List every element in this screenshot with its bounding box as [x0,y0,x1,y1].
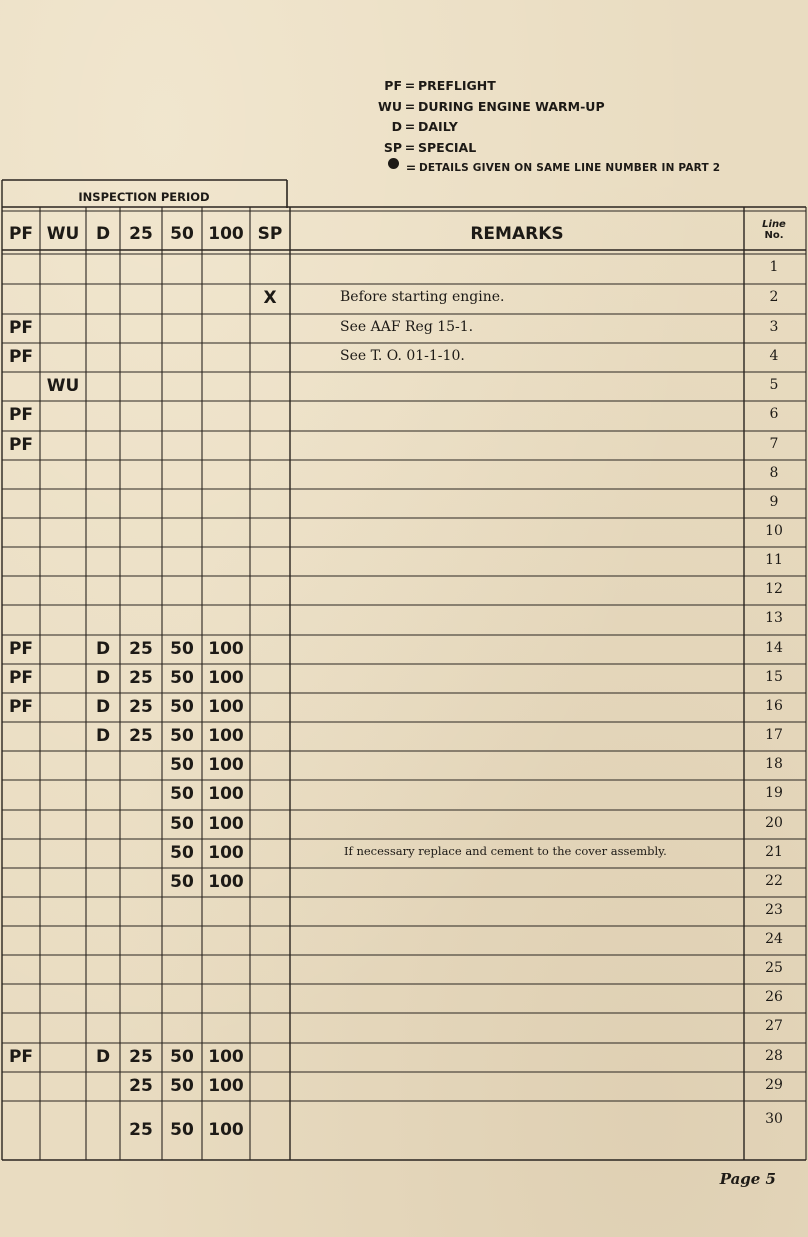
period-mark: 100 [208,842,244,863]
legend-equals: = [404,98,416,114]
line-number: 24 [765,930,783,947]
remark-text: Before starting engine. [340,289,505,305]
line-number: 11 [765,551,783,568]
line-number: 7 [769,435,779,452]
column-header-pf: PF [8,224,34,244]
period-mark: 25 [129,1075,153,1096]
line-number: 1 [769,259,779,275]
period-mark: 25 [129,667,153,688]
period-mark: 100 [208,813,244,834]
column-header-wu: WU [46,224,80,244]
period-mark: X [263,288,277,308]
legend-value: DAILY [418,119,458,134]
period-mark: 100 [208,725,244,746]
period-mark: D [95,667,111,688]
period-mark: 50 [170,871,194,892]
period-mark: PF [8,696,34,717]
remark-text: See T. O. 01-1-10. [340,347,465,364]
line-no-header [744,219,804,241]
line-number: 23 [765,901,783,918]
line-number: 6 [769,406,779,422]
period-mark: 25 [129,1046,153,1067]
column-header-100: 100 [208,224,244,244]
period-mark: D [95,638,111,659]
period-mark: 25 [129,696,153,717]
period-mark: D [95,696,111,717]
period-mark: PF [8,638,34,659]
line-number: 26 [765,988,783,1005]
period-mark: 50 [170,842,194,863]
legend-key: WU [378,98,402,114]
inspection-period-label: INSPECTION PERIOD [78,190,210,204]
line-number: 10 [765,522,783,539]
period-mark: 50 [170,1119,194,1140]
legend-equals: = [404,119,416,134]
period-mark: 50 [170,754,194,775]
page-number: Page 5 [719,1170,776,1188]
period-mark: PF [8,434,34,455]
period-mark: 100 [208,754,244,775]
legend-value: PREFLIGHT [418,78,496,93]
line-number: 4 [769,347,779,364]
line-number: 15 [765,668,783,685]
period-mark: PF [8,405,34,425]
period-mark: PF [8,346,34,367]
line-number: 14 [765,639,783,656]
line-number: 9 [769,493,779,510]
remark-text: If necessary replace and cement to the cover assembly. [344,843,667,858]
line-no-header-line2: No. [764,230,784,241]
column-header-25: 25 [129,224,153,244]
legend-key: PF [384,78,402,93]
period-mark: 25 [129,638,153,659]
period-mark: 50 [170,784,194,804]
line-no-header-line1: Line [762,219,786,230]
period-mark: 100 [208,667,244,688]
column-header-sp: SP [257,224,283,244]
legend-key: SP [383,139,402,155]
legend-value: DURING ENGINE WARM-UP [418,98,605,114]
period-mark: 50 [170,1046,194,1067]
line-number: 16 [765,697,783,714]
line-number: 13 [765,610,783,626]
period-mark: 50 [170,1075,194,1096]
line-number: 20 [765,814,783,831]
line-number: 5 [769,376,779,393]
period-mark: 50 [170,725,194,746]
line-number: 17 [765,726,783,743]
column-header-d: D [95,224,111,244]
period-mark: 100 [208,1046,244,1067]
line-number: 27 [765,1018,783,1034]
legend-equals: = [404,139,416,155]
remark-text: See AAF Reg 15-1. [340,318,474,335]
period-mark: 50 [170,696,194,717]
line-number: 21 [765,843,783,860]
line-number: 28 [765,1047,783,1064]
legend-value: SPECIAL [418,139,477,155]
period-mark: 50 [170,638,194,659]
line-number: 2 [769,289,779,305]
period-mark: 100 [208,784,244,804]
period-mark: 100 [208,1119,244,1140]
legend-equals: = [404,78,416,93]
line-number: 25 [765,959,783,976]
period-mark: PF [8,1046,34,1067]
period-mark: 100 [208,1075,244,1096]
period-mark: 50 [170,813,194,834]
period-mark: 100 [208,638,244,659]
period-mark: D [95,1046,111,1067]
line-number: 30 [765,1111,783,1127]
legend-dot-text: DETAILS GIVEN ON SAME LINE NUMBER IN PART 2 [419,162,721,174]
line-number: 12 [765,580,783,597]
period-mark: 50 [170,667,194,688]
line-number: 22 [765,872,783,889]
period-mark: 25 [129,1119,153,1140]
column-header-50: 50 [170,224,194,244]
legend-equals: = [405,160,417,175]
period-mark: 100 [208,871,244,892]
line-number: 19 [765,785,783,801]
line-number: 18 [765,755,783,772]
period-mark: PF [8,317,34,338]
period-mark: 25 [129,725,153,746]
line-number: 29 [765,1076,783,1093]
legend-key: D [391,119,402,134]
period-mark: 100 [208,696,244,717]
remarks-header: REMARKS [470,224,564,244]
line-number: 8 [769,464,779,481]
line-number: 3 [769,318,779,335]
period-mark: WU [46,375,80,396]
period-mark: D [95,725,111,746]
period-mark: PF [8,667,34,688]
